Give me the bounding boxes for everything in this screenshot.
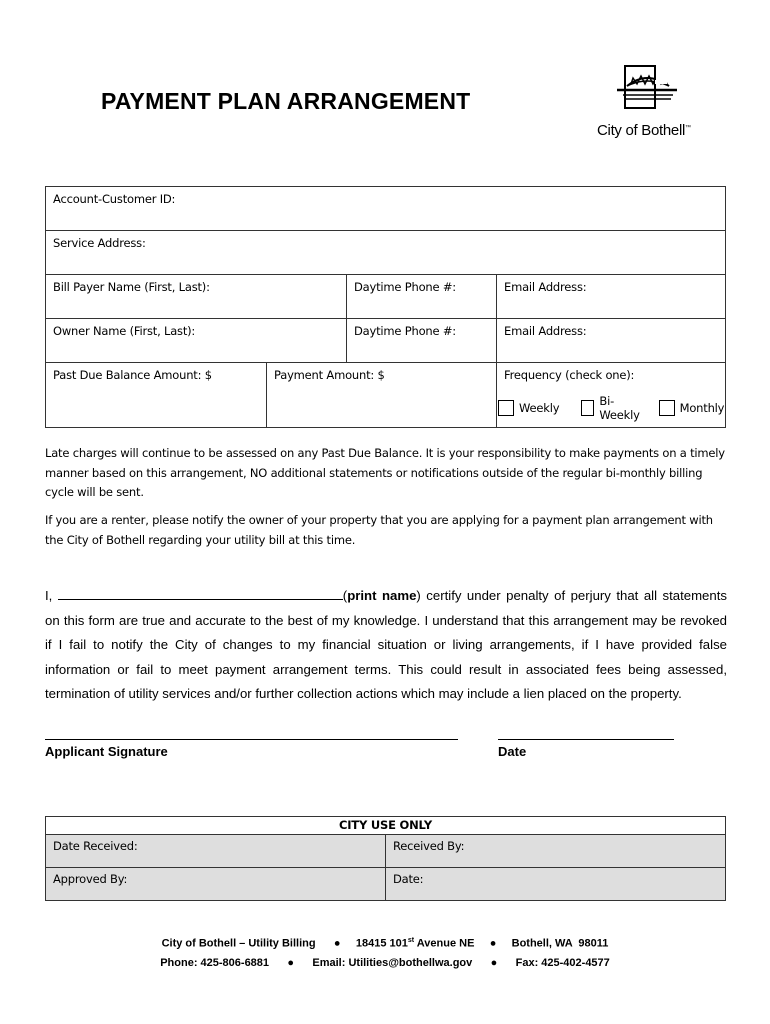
checkbox-icon xyxy=(498,400,514,416)
city-use-table xyxy=(45,816,726,901)
service-address-label: Service Address: xyxy=(53,236,146,250)
payment-amount-label: Payment Amount: $ xyxy=(274,368,385,382)
logo-text: City of Bothell™ xyxy=(597,122,691,139)
page-title: PAYMENT PLAN ARRANGEMENT xyxy=(101,88,471,114)
owner-name-label: Owner Name (First, Last): xyxy=(53,324,196,338)
account-id-label: Account-Customer ID: xyxy=(53,192,176,206)
checkbox-icon xyxy=(659,400,675,416)
customer-info-form xyxy=(45,186,726,428)
past-due-field[interactable] xyxy=(46,363,267,428)
footer-line-2: Phone: 425-806-6881 ● Email: Utilities@bothellwa.gov ● Fax: 425-402-4577 xyxy=(160,957,610,969)
renter-paragraph: If you are a renter, please notify the owner of your property that you are applying for a payment plan arrangement with the City of Bothell regarding your utility bill at this time. xyxy=(45,513,713,547)
late-charges-paragraph: Late charges will continue to be assessed on any Past Due Balance. It is your responsibility to make payments on a timely manner based on this arrangement, NO additional statements or notifications outside of the regular bi-monthly billing cycle will be sent. xyxy=(45,446,725,499)
bill-payer-phone-field[interactable] xyxy=(347,275,497,319)
frequency-monthly-checkbox[interactable]: Monthly xyxy=(659,394,725,422)
city-use-heading: CITY USE ONLY xyxy=(46,817,726,835)
bill-payer-phone-label: Daytime Phone #: xyxy=(354,280,456,294)
past-due-label: Past Due Balance Amount: $ xyxy=(53,368,212,382)
owner-phone-field[interactable] xyxy=(347,319,497,363)
bridge-logo-icon xyxy=(615,64,679,112)
bill-payer-email-label: Email Address: xyxy=(504,280,587,294)
owner-name-field[interactable] xyxy=(46,319,347,363)
approved-by-field: Approved By: xyxy=(46,868,386,901)
owner-email-label: Email Address: xyxy=(504,324,587,338)
bill-payer-name-field[interactable] xyxy=(46,275,347,319)
frequency-options xyxy=(498,394,725,422)
frequency-field xyxy=(497,363,726,428)
footer-email-link[interactable]: Email: Utilities@bothellwa.gov xyxy=(312,957,473,969)
checkbox-icon xyxy=(581,400,594,416)
print-name-line[interactable] xyxy=(58,586,343,600)
applicant-signature-label: Applicant Signature xyxy=(45,744,168,759)
city-date-field: Date: xyxy=(386,868,726,901)
frequency-label: Frequency (check one): xyxy=(504,368,635,382)
date-signature-line[interactable] xyxy=(498,739,674,740)
owner-phone-label: Daytime Phone #: xyxy=(354,324,456,338)
received-by-field: Received By: xyxy=(386,835,726,868)
frequency-weekly-checkbox[interactable]: Weekly xyxy=(498,394,559,422)
owner-email-field[interactable] xyxy=(497,319,726,363)
footer-line-1: City of Bothell – Utility Billing ● 18415 101st Avenue NE ● Bothell, WA 98011 xyxy=(161,937,609,950)
service-address-field[interactable] xyxy=(46,231,726,275)
date-received-field: Date Received: xyxy=(46,835,386,868)
bill-payer-email-field[interactable] xyxy=(497,275,726,319)
account-id-field[interactable] xyxy=(46,187,726,231)
city-logo xyxy=(597,64,712,144)
applicant-signature-line[interactable] xyxy=(45,739,458,740)
certification-statement: I, (print name) certify under penalty of perjury that all statements on this form are true and accurate to the best of my knowledge. I understand that this arrangement may be revoked if I fail to notify the City of changes to my financial situation or living arrangements, if I have provided false information or fail to meet payment arrangement terms. This could result in associated fees being assessed, termination of utility services and/or further collection actions which may include a lien placed on the property. xyxy=(45,588,727,701)
payment-amount-field[interactable] xyxy=(267,363,497,428)
bill-payer-name-label: Bill Payer Name (First, Last): xyxy=(53,280,210,294)
frequency-biweekly-checkbox[interactable]: Bi-Weekly xyxy=(581,394,642,422)
date-signature-label: Date xyxy=(498,744,527,759)
